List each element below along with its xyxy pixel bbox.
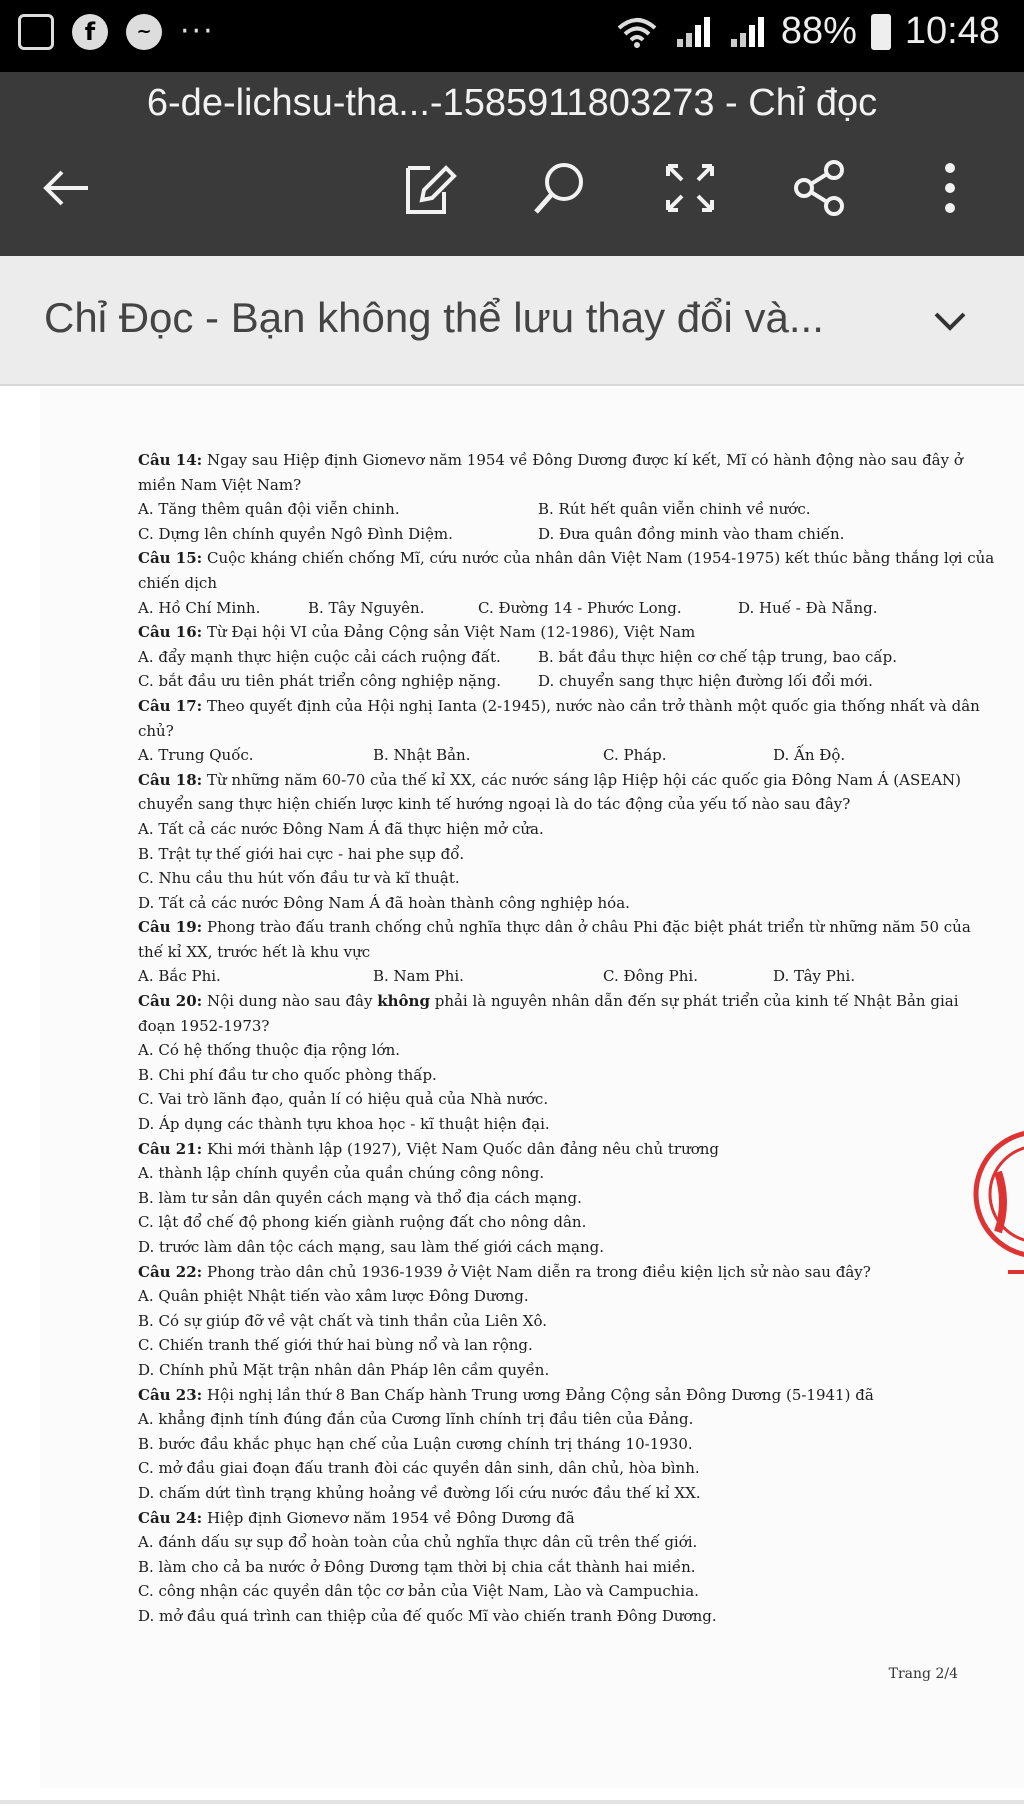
question-18 [138,768,998,817]
question-22 [138,1260,998,1285]
read-only-banner[interactable] [0,256,1024,386]
question-text-cont: phải là nguyên nhân dẫn đến sự phát triển của kinh tế Nhật Bản giai đoạn 1952-1973? [138,992,959,1035]
option-d: D. Áp dụng các thành tựu khoa học - kĩ thuật hiện đại. [138,1115,550,1134]
option-c: C. mở đầu giai đoạn đấu tranh đòi các quyền dân sinh, dân chủ, hòa bình. [138,1459,700,1478]
edit-icon[interactable] [400,158,460,218]
option-c: C. Pháp. [603,746,667,765]
question-text: Nội dung nào sau đây [202,992,378,1011]
option-d: D. trước làm dân tộc cách mạng, sau làm thế giới cách mạng. [138,1238,605,1256]
question-text: Phong trào đấu tranh chống chủ nghĩa thực dân ở châu Phi đặc biệt phát triển từ những năm 50 của thế kỉ XX, trước hết là khu vực [138,918,971,961]
option-a: A. Tất cả các nước Đông Nam Á đã thực hiện mở cửa. [138,819,544,838]
option-b: B. Rút hết quân viễn chinh về nước. [538,500,811,519]
question-number: Câu 14: [138,451,203,469]
option-b: B. Tây Nguyên. [308,598,425,617]
option-d: D. Tây Phi. [773,967,856,986]
question-number: Câu 23: [138,1385,203,1404]
option-c: C. lật đổ chế độ phong kiến giành ruộng đất cho nông dân. [138,1213,587,1232]
option-d: D. chuyển sang thực hiện đường lối đổi mới. [538,672,873,691]
question-24 [138,1506,998,1531]
app-bar [0,72,1024,256]
question-text: Khi mới thành lập (1927), Việt Nam Quốc dân đảng nêu chủ trương [202,1139,720,1158]
search-icon[interactable] [530,158,590,218]
signal-2-icon [727,17,767,47]
option-c: C. Vai trò lãnh đạo, quản lí có hiệu quả của Nhà nước. [138,1090,549,1109]
question-text: Phong trào dân chủ 1936-1939 ở Việt Nam diễn ra trong điều kiện lịch sử nào sau đây? [202,1262,871,1281]
option-d: D. Đưa quân đồng minh vào tham chiến. [538,524,845,543]
question-20 [138,989,998,1038]
question-text: Hội nghị lần thứ 8 Ban Chấp hành Trung ương Đảng Cộng sản Đông Dương (5-1941) đã [202,1385,874,1404]
option-a: A. đánh dấu sự sụp đổ hoàn toàn của chủ nghĩa thực dân cũ trên thế giới. [138,1533,698,1552]
question-text: Ngay sau Hiệp định Giơnevơ năm 1954 về Đông Dương được kí kết, Mĩ có hành động nào sau đây ở miền Nam Việt Nam? [138,451,963,494]
option-row [138,497,998,522]
wifi-icon [615,14,659,50]
question-14 [138,448,998,497]
page-divider [0,1800,1024,1804]
option-b: B. Nhật Bản. [373,746,471,765]
more-icon[interactable] [920,158,980,218]
question-number: Câu 20: [138,992,203,1011]
option-b: B. Nam Phi. [373,967,464,986]
question-number: Câu 16: [138,623,203,642]
option-d: D. Tất cả các nước Đông Nam Á đã hoàn thành công nghiệp hóa. [138,893,630,912]
question-number: Câu 22: [138,1262,203,1281]
question-19 [138,915,998,964]
question-17 [138,694,998,743]
option-c: C. Nhu cầu thu hút vốn đầu tư và kĩ thuật. [138,869,460,888]
option-b: B. Chi phí đầu tư cho quốc phòng thấp. [138,1065,437,1084]
option-c: C. Đông Phi. [603,967,698,986]
option-d: D. mở đầu quá trình can thiệp của đế quốc Mĩ vào chiến tranh Đông Dương. [138,1606,717,1625]
chevron-down-icon[interactable] [926,296,974,344]
system-indicators [615,10,1000,53]
battery-percent: 88% [780,10,857,52]
document-page [40,388,1024,1788]
more-notifications-indicator: ··· [180,14,215,49]
messenger-icon: ~ [126,14,162,50]
status-bar [0,0,1024,72]
notification-icons [18,14,215,50]
question-number: Câu 21: [138,1139,203,1158]
option-row [138,964,998,989]
option-c: C. Chiến tranh thế giới thứ hai bùng nổ và lan rộng. [138,1336,533,1355]
option-d: D. Chính phủ Mặt trận nhân dân Pháp lên cầm quyền. [138,1360,550,1379]
option-row [138,522,998,547]
option-a: A. thành lập chính quyền của quần chúng công nông. [138,1164,545,1183]
question-text: Từ Đại hội VI của Đảng Cộng sản Việt Nam (12-1986), Việt Nam [202,623,696,642]
option-b: B. bước đầu khắc phục hạn chế của Luận cương chính trị tháng 10-1930. [138,1434,693,1453]
option-a: A. Có hệ thống thuộc địa rộng lớn. [138,1041,400,1060]
option-a: A. Bắc Phi. [138,967,221,986]
gallery-icon [18,14,54,50]
question-text: Cuộc kháng chiến chống Mĩ, cứu nước của nhân dân Việt Nam (1954-1975) kết thúc bằng thắng lợi của chiến dịch [138,549,995,592]
back-arrow-icon[interactable] [36,158,96,218]
clock: 10:48 [904,10,1000,52]
question-number: Câu 18: [138,770,203,789]
option-b: B. Có sự giúp đỡ về vật chất và tinh thần của Liên Xô. [138,1311,547,1330]
option-d: D. Ấn Độ. [773,746,846,765]
page-number: Trang 2/4 [888,1666,958,1682]
red-stamp [968,1122,1024,1302]
facebook-icon: f [72,14,108,50]
share-icon[interactable] [790,158,850,218]
option-b: B. Trật tự thế giới hai cực - hai phe sụp đổ. [138,844,465,863]
option-c: C. Đường 14 - Phước Long. [478,598,682,617]
option-row [138,596,998,621]
option-b: B. làm tư sản dân quyền cách mạng và thổ địa cách mạng. [138,1188,582,1207]
option-a: A. Hồ Chí Minh. [138,598,261,617]
option-a: A. Tăng thêm quân đội viễn chinh. [138,500,400,519]
question-emphasis: không [377,992,430,1011]
document-title: 6-de-lichsu-tha...-1585911803273 - Chỉ đọc [146,82,878,124]
battery-icon [871,14,891,50]
fullscreen-icon[interactable] [660,158,720,218]
question-text: Từ những năm 60-70 của thế kỉ XX, các nước sáng lập Hiệp hội các quốc gia Đông Nam Á (ASEAN) chuyển sang thực hiện chiến lược kinh tế hướng ngoại là do tác động của yếu tố nào sau đây? [138,770,962,814]
question-21 [138,1137,998,1162]
document-content [138,448,998,1629]
option-a: A. Trung Quốc. [138,746,254,765]
question-text: Hiệp định Giơnevơ năm 1954 về Đông Dương đã [202,1508,575,1527]
option-b: B. làm cho cả ba nước ở Đông Dương tạm thời bị chia cắt thành hai miền. [138,1557,696,1576]
question-23 [138,1383,998,1408]
option-row [138,669,998,694]
question-number: Câu 15: [138,549,203,568]
question-number: Câu 24: [138,1508,203,1527]
question-number: Câu 19: [138,918,203,937]
question-16 [138,620,998,645]
option-row [138,645,998,670]
option-row [138,743,998,768]
option-a: A. khẳng định tính đúng đắn của Cương lĩnh chính trị đầu tiên của Đảng. [138,1410,694,1429]
option-c: C. bắt đầu ưu tiên phát triển công nghiệp nặng. [138,672,501,691]
signal-1-icon [673,17,713,47]
read-only-message: Chỉ Đọc - Bạn không thể lưu thay đổi và... [44,294,824,341]
option-a: A. đẩy mạnh thực hiện cuộc cải cách ruộng đất. [138,647,501,666]
question-text: Theo quyết định của Hội nghị Ianta (2-1945), nước nào cần trở thành một quốc gia thống nhất và dân chủ? [138,696,980,740]
option-b: B. bắt đầu thực hiện cơ chế tập trung, bao cấp. [538,647,897,666]
option-c: C. công nhận các quyền dân tộc cơ bản của Việt Nam, Lào và Campuchia. [138,1582,699,1601]
option-d: D. Huế - Đà Nẵng. [738,598,878,617]
question-number: Câu 17: [138,696,203,715]
question-15 [138,546,998,595]
option-a: A. Quân phiệt Nhật tiến vào xâm lược Đông Dương. [138,1287,529,1306]
option-c: C. Dựng lên chính quyền Ngô Đình Diệm. [138,524,453,543]
option-d: D. chấm dứt tình trạng khủng hoảng về đường lối cứu nước đầu thế kỉ XX. [138,1483,701,1502]
